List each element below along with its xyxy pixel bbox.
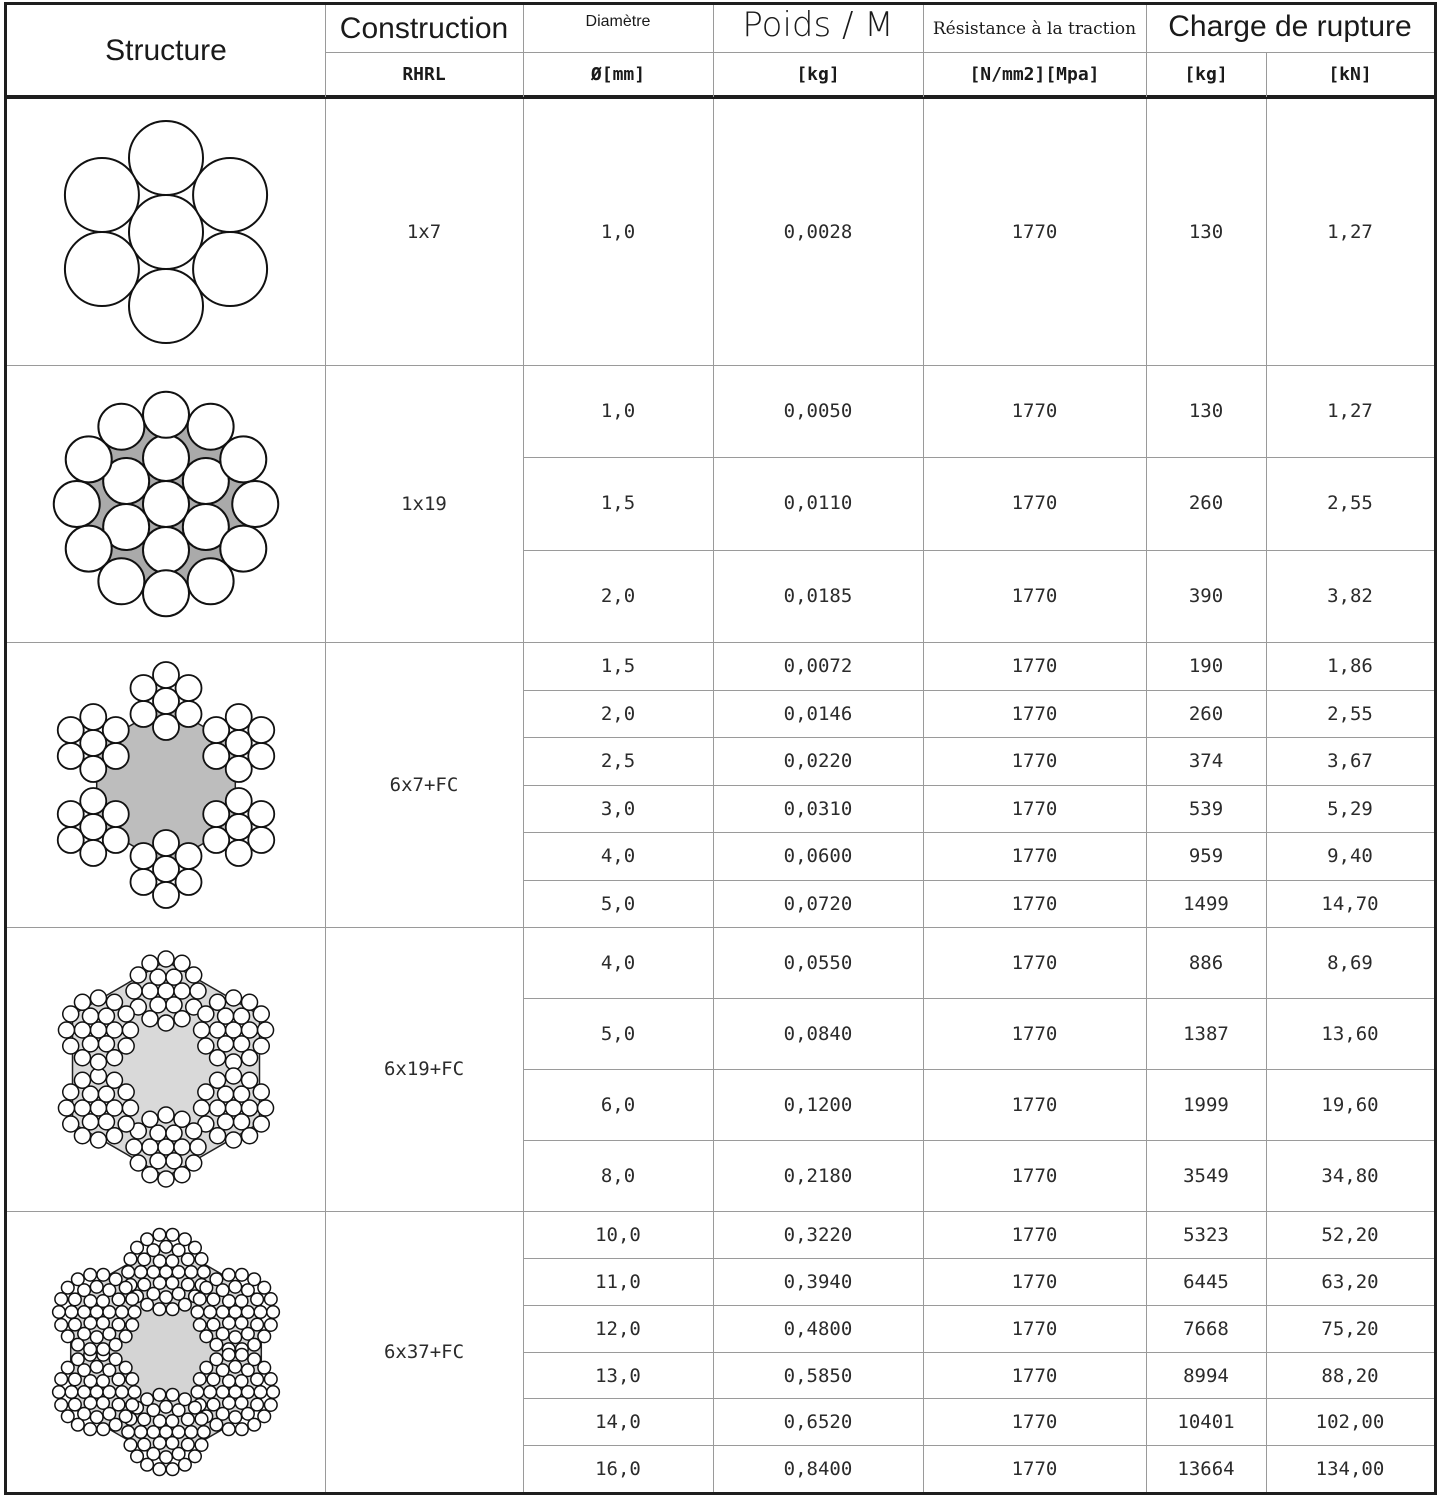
diametre-cell: 2,0 — [600, 703, 636, 725]
cable-6x19-fc-cross-section-icon — [16, 934, 316, 1204]
charge-kn-cell: 63,20 — [1321, 1270, 1379, 1293]
resistance-cell: 1770 — [1011, 655, 1058, 677]
header-poids: Poids / M — [742, 5, 894, 45]
header-divider — [325, 52, 1434, 53]
poids-cell: 0,1200 — [783, 1093, 853, 1116]
charge-kg-cell: 374 — [1188, 750, 1224, 772]
cable-1x19-cross-section-icon — [16, 369, 316, 639]
charge-kg-cell: 886 — [1188, 951, 1224, 974]
charge-kg-cell: 3549 — [1183, 1164, 1229, 1187]
diametre-cell: 5,0 — [600, 893, 636, 915]
construction-cell: 6x37+FC — [383, 1340, 465, 1363]
diametre-cell: 2,5 — [600, 750, 636, 772]
poids-cell: 0,0310 — [783, 798, 853, 820]
charge-kg-cell: 1999 — [1183, 1093, 1229, 1116]
resistance-cell: 1770 — [1011, 798, 1058, 820]
charge-kg-cell: 8994 — [1183, 1364, 1229, 1387]
charge-kg-cell: 260 — [1188, 492, 1224, 514]
diametre-cell: 4,0 — [600, 845, 636, 867]
diametre-cell: 16,0 — [595, 1457, 641, 1480]
charge-kg-cell: 7668 — [1183, 1317, 1229, 1340]
charge-kn-cell: 1,27 — [1327, 221, 1373, 243]
diametre-cell: 1,0 — [600, 221, 636, 243]
resistance-cell: 1770 — [1011, 221, 1058, 243]
resistance-cell: 1770 — [1011, 750, 1058, 772]
charge-kg-cell: 6445 — [1183, 1270, 1229, 1293]
charge-kn-cell: 75,20 — [1321, 1317, 1379, 1340]
charge-kn-cell: 5,29 — [1327, 798, 1373, 820]
unit-charge-kg: [kg] — [1184, 64, 1228, 85]
charge-kn-cell: 2,55 — [1327, 492, 1373, 514]
charge-kn-cell: 102,00 — [1315, 1410, 1385, 1433]
charge-kg-cell: 390 — [1188, 585, 1224, 607]
unit-charge-kn: [kN] — [1328, 64, 1372, 85]
charge-kg-cell: 130 — [1188, 221, 1224, 243]
charge-kg-cell: 190 — [1188, 655, 1224, 677]
construction-cell: 6x19+FC — [383, 1058, 465, 1080]
charge-kg-cell: 10401 — [1177, 1410, 1235, 1433]
resistance-cell: 1770 — [1011, 1364, 1058, 1387]
poids-cell: 0,0840 — [783, 1022, 853, 1045]
cable-1x7-cross-section-icon — [16, 97, 316, 367]
poids-cell: 0,6520 — [783, 1410, 853, 1433]
diametre-cell: 8,0 — [600, 1164, 636, 1187]
charge-kn-cell: 1,27 — [1327, 400, 1373, 422]
charge-kg-cell: 1387 — [1183, 1022, 1229, 1045]
poids-cell: 0,0550 — [783, 951, 853, 974]
poids-cell: 0,0146 — [783, 703, 853, 725]
charge-kn-cell: 34,80 — [1321, 1164, 1379, 1187]
charge-kg-cell: 5323 — [1183, 1223, 1229, 1246]
resistance-cell: 1770 — [1011, 1223, 1058, 1246]
resistance-cell: 1770 — [1011, 400, 1058, 422]
charge-kn-cell: 2,55 — [1327, 703, 1373, 725]
diametre-cell: 14,0 — [595, 1410, 641, 1433]
cable-6x37-fc-cross-section-icon — [16, 1217, 316, 1487]
poids-cell: 0,8400 — [783, 1457, 853, 1480]
diametre-cell: 3,0 — [600, 798, 636, 820]
charge-kg-cell: 130 — [1188, 400, 1224, 422]
diametre-cell: 1,5 — [600, 492, 636, 514]
resistance-cell: 1770 — [1011, 845, 1058, 867]
poids-cell: 0,0600 — [783, 845, 853, 867]
charge-kg-cell: 1499 — [1183, 893, 1229, 915]
column-divider — [713, 5, 714, 97]
poids-cell: 0,5850 — [783, 1364, 853, 1387]
charge-kn-cell: 14,70 — [1321, 893, 1379, 915]
poids-cell: 0,0220 — [783, 750, 853, 772]
poids-cell: 0,4800 — [783, 1317, 853, 1340]
poids-cell: 0,0072 — [783, 655, 853, 677]
diametre-cell: 4,0 — [600, 951, 636, 974]
charge-kn-cell: 13,60 — [1321, 1022, 1379, 1045]
header-charge-de-rupture: Charge de rupture — [1168, 10, 1412, 43]
column-divider — [1266, 52, 1267, 97]
diametre-cell: 11,0 — [595, 1270, 641, 1293]
resistance-cell: 1770 — [1011, 585, 1058, 607]
charge-kn-cell: 134,00 — [1315, 1457, 1385, 1480]
charge-kn-cell: 9,40 — [1327, 845, 1373, 867]
poids-cell: 0,0028 — [783, 221, 853, 243]
charge-kg-cell: 13664 — [1177, 1457, 1235, 1480]
poids-cell: 0,0185 — [783, 585, 853, 607]
diametre-cell: 1,5 — [600, 655, 636, 677]
construction-cell: 6x7+FC — [389, 773, 459, 796]
diametre-cell: 6,0 — [600, 1093, 636, 1116]
poids-cell: 0,2180 — [783, 1164, 853, 1187]
poids-cell: 0,0720 — [783, 893, 853, 915]
resistance-cell: 1770 — [1011, 951, 1058, 974]
resistance-cell: 1770 — [1011, 1093, 1058, 1116]
charge-kn-cell: 3,67 — [1327, 750, 1373, 772]
resistance-cell: 1770 — [1011, 1022, 1058, 1045]
unit-resistance: [N/mm2][Mpa] — [969, 64, 1100, 85]
resistance-cell: 1770 — [1011, 1457, 1058, 1480]
charge-kn-cell: 8,69 — [1327, 951, 1373, 974]
column-divider — [325, 5, 326, 97]
diametre-cell: 10,0 — [595, 1223, 641, 1246]
charge-kg-cell: 260 — [1188, 703, 1224, 725]
diametre-cell: 12,0 — [595, 1317, 641, 1340]
diametre-cell: 13,0 — [595, 1364, 641, 1387]
charge-kn-cell: 19,60 — [1321, 1093, 1379, 1116]
column-divider — [923, 5, 924, 97]
charge-kn-cell: 1,86 — [1327, 655, 1373, 677]
construction-cell: 1x19 — [401, 492, 447, 515]
column-divider — [523, 5, 524, 97]
header-resistance: Résistance à la traction — [932, 18, 1137, 39]
poids-cell: 0,3220 — [783, 1223, 853, 1246]
charge-kn-cell: 88,20 — [1321, 1364, 1379, 1387]
diametre-cell: 2,0 — [600, 585, 636, 607]
resistance-cell: 1770 — [1011, 1164, 1058, 1187]
column-divider — [1146, 5, 1147, 97]
charge-kn-cell: 3,82 — [1327, 585, 1373, 607]
resistance-cell: 1770 — [1011, 893, 1058, 915]
charge-kn-cell: 52,20 — [1321, 1223, 1379, 1246]
resistance-cell: 1770 — [1011, 1270, 1058, 1293]
resistance-cell: 1770 — [1011, 492, 1058, 514]
poids-cell: 0,0110 — [783, 492, 853, 514]
charge-kg-cell: 539 — [1188, 798, 1224, 820]
unit-diametre: Ø[mm] — [590, 64, 646, 85]
poids-cell: 0,0050 — [783, 400, 853, 422]
resistance-cell: 1770 — [1011, 1410, 1058, 1433]
cable-6x7-fc-cross-section-icon — [16, 650, 316, 920]
cable-spec-table — [4, 2, 1437, 1495]
unit-construction: RHRL — [402, 64, 446, 85]
diametre-cell: 1,0 — [600, 400, 636, 422]
charge-kg-cell: 959 — [1188, 845, 1224, 867]
header-construction: Construction — [339, 11, 509, 45]
resistance-cell: 1770 — [1011, 1317, 1058, 1340]
header-diametre: Diamètre — [585, 13, 651, 30]
unit-poids: [kg] — [796, 64, 840, 85]
construction-cell: 1x7 — [406, 221, 442, 243]
diametre-cell: 5,0 — [600, 1022, 636, 1045]
resistance-cell: 1770 — [1011, 703, 1058, 725]
poids-cell: 0,3940 — [783, 1270, 853, 1293]
header-structure: Structure — [105, 34, 227, 67]
